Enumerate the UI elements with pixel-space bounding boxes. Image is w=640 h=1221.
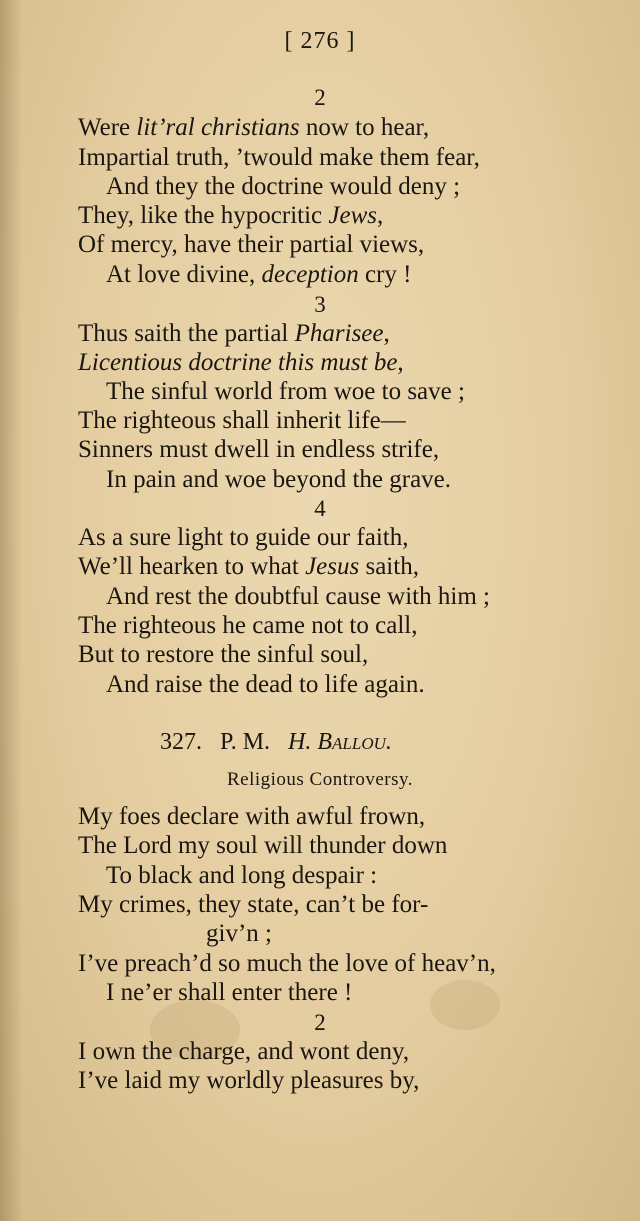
verse-line: I’ve laid my worldly pleasures by, — [78, 1067, 420, 1094]
verse-line: And rest the doubtful cause with him ; — [106, 583, 490, 610]
verse-line: To black and long despair : — [106, 862, 378, 889]
stanza-number: 4 — [314, 496, 326, 521]
verse-line: The righteous shall inherit life— — [78, 407, 406, 434]
hymn-meter: P. M. — [220, 729, 271, 755]
verse-line: The Lord my soul will thunder down — [78, 832, 448, 859]
verse-line: Were lit’ral christians now to hear, — [78, 114, 430, 141]
hymn-heading — [160, 727, 392, 757]
stanza-number: 2 — [314, 1010, 326, 1035]
hymn-author-surname: Ballou. — [317, 729, 392, 755]
verse-line: I ne’er shall enter there ! — [106, 979, 353, 1006]
stanza-number: 2 — [314, 85, 326, 110]
verse-line: Thus saith the partial Pharisee, — [78, 320, 390, 347]
hymn-title: Religious Controversy. — [226, 769, 414, 790]
hymn-author-initial: H. — [288, 729, 312, 755]
verse-line: Licentious doctrine this must be, — [78, 349, 404, 376]
stanza-number: 3 — [314, 292, 326, 317]
verse-line: We’ll hearken to what Jesus saith, — [78, 553, 419, 580]
verse-line: I own the charge, and wont deny, — [78, 1038, 410, 1065]
verse-line: My crimes, they state, can’t be for- — [78, 891, 429, 918]
verse-line: At love divine, deception cry ! — [106, 261, 412, 288]
verse-line: The sinful world from woe to save ; — [106, 378, 465, 405]
verse-line: In pain and woe beyond the grave. — [106, 466, 452, 493]
verse-line: My foes declare with awful frown, — [78, 803, 426, 830]
verse-line: Sinners must dwell in endless strife, — [78, 436, 440, 463]
page-number: [ 276 ] — [284, 28, 356, 54]
verse-line: giv’n ; — [206, 920, 272, 947]
verse-line: I’ve preach’d so much the love of heav’n, — [78, 950, 496, 977]
verse-line: And raise the dead to life again. — [106, 671, 425, 698]
verse-line: Of mercy, have their partial views, — [78, 231, 425, 258]
verse-line: As a sure light to guide our faith, — [78, 524, 409, 551]
verse-line: Impartial truth, ’twould make them fear, — [78, 144, 480, 171]
verse-line: But to restore the sinful soul, — [78, 641, 369, 668]
verse-line: They, like the hypocritic Jews, — [78, 202, 384, 229]
hymn-number: 327. — [160, 729, 202, 755]
verse-line: The righteous he came not to call, — [78, 612, 418, 639]
verse-line: And they the doctrine would deny ; — [106, 173, 461, 200]
